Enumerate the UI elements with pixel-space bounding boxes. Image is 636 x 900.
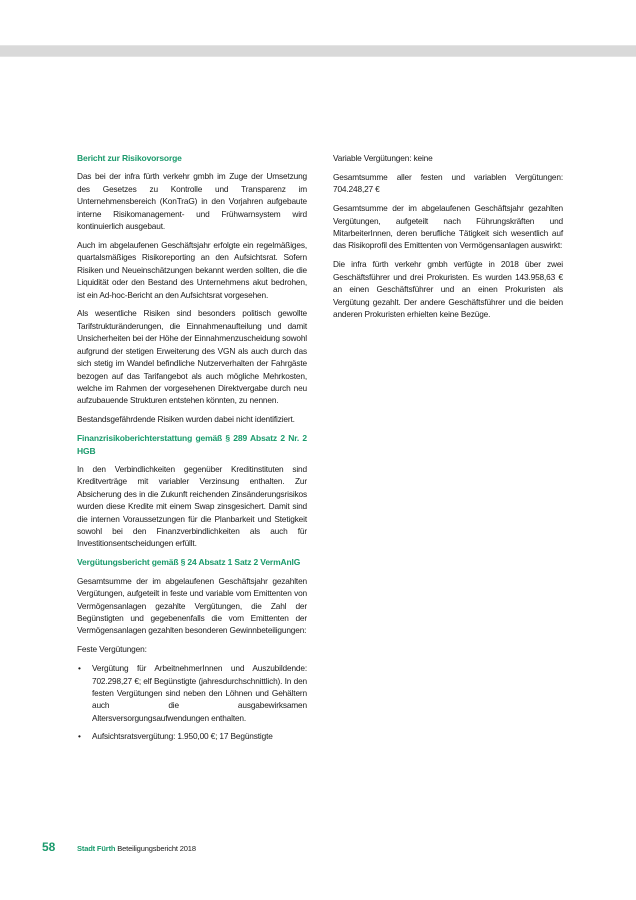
paragraph: Gesamtsumme der im abgelaufenen Geschäftsjahr gezahlten Vergütungen, aufgeteilt in feste und variable vom Emittenten von Vermögensanlagen gezahlte Vergütungen, die Zahl der Begünstigten und gegebenenfalls die vom Emittenten der Vermögensanlagen gezahlten besonderen Gewinnbeteiligungen: — [77, 575, 307, 636]
heading-risikovorsorge: Bericht zur Risikovorsorge — [77, 153, 182, 163]
bullet-icon: • — [78, 731, 81, 742]
right-column — [333, 152, 563, 327]
paragraph: Gesamtsumme aller festen und variablen Vergütungen: 704.248,27 € — [333, 171, 563, 195]
paragraph: Bestandsgefährdende Risiken wurden dabei nicht identifiziert. — [77, 414, 295, 425]
paragraph: Auch im abgelaufenen Geschäftsjahr erfolgte ein regelmäßiges, quartalsmäßiges Risikoreporting an den Aufsichtsrat. Sofern Risiken und Neueinschätzungen bekannt werden sollten, die die Liquidität oder den Bestand des Unternehmens akut bedrohen, ist ein Ad-hoc-Bericht an den Aufsichtsrat vorgesehen. — [77, 239, 307, 300]
footer-brand: Stadt Fürth — [77, 844, 116, 853]
paragraph: In den Verbindlichkeiten gegenüber Kreditinstituten sind Kreditverträge mit variabler Verzinsung enthalten. Zur Absicherung des in die Zukunft reichenden Zinsänderungsrisikos wurden diese Kredite mit einem Swap zinsgesichert. Damit sind die internen Voraussetzungen für die Planbarkeit und Stetigkeit sowohl bei den Finanzverbindlichkeiten als auch für Investitionsentscheidungen erfüllt. — [77, 463, 307, 549]
page-footer — [77, 844, 196, 853]
list-item-text: Vergütung für ArbeitnehmerInnen und Auszubildende: 702.298,27 €; elf Begünstigte (jahresdurchschnittlich). In den festen Vergütungen sind neben den Löhnen und Gehältern auch die ausgabewirksamen Altersversorgungsaufwendungen enthalten. — [92, 663, 307, 723]
paragraph: Feste Vergütungen: — [77, 644, 147, 655]
list-item-text: Aufsichtsratsvergütung: 1.950,00 €; 17 Begünstigte — [92, 731, 273, 742]
paragraph: Variable Vergütungen: keine — [333, 153, 433, 163]
heading-finanzrisiko: Finanzrisikoberichterstattung gemäß § 289 Absatz 2 Nr. 2 HGB — [77, 433, 307, 456]
heading-verguetungsbericht: Vergütungsbericht gemäß § 24 Absatz 1 Satz 2 VermAnlG — [77, 557, 301, 568]
bullet-icon: • — [78, 663, 81, 674]
left-column — [77, 152, 307, 749]
paragraph: Die infra fürth verkehr gmbh verfügte in 2018 über zwei Geschäftsführer und drei Prokuristen. Es wurden 143.958,63 € an einen Geschäftsführer und an einen Prokuristen als Vergütung gezahlt. Der andere Geschäftsführer und die beiden anderen Prokuristen erhielten keine Bezüge. — [333, 259, 563, 319]
list-item — [77, 662, 307, 724]
viewer-page-separator — [0, 45, 636, 57]
paragraph: Das bei der infra fürth verkehr gmbh im Zuge der Umsetzung des Gesetzes zu Kontrolle und Transparenz im Unternehmensbereich (KonTraG) in den Vorjahren aufgebaute interne Risikomanagement- und Frühwarnsystem wird kontinuierlich ausgebaut. — [77, 171, 307, 232]
page-number: 58 — [42, 840, 56, 854]
list-item — [77, 730, 307, 742]
paragraph: Als wesentliche Risiken sind besonders politisch gewollte Tarifstrukturänderungen, die Einnahmenaufteilung und damit Unsicherheiten bei der Höhe der Einnahmenzuscheidung sowohl aufgrund der stetigen Erweiterung des VGN als auch durch das sich stetig im Wandel befindliche Nutzerverhalten der Fahrgäste bezogen auf das Tarifangebot als auch mögliche Mehrkosten, welche im Rahmen der vorgesehenen Direktvergabe durch neu aufzubauende Strukturen entstehen könnten, zu nennen. — [77, 308, 307, 406]
footer-title: Beteiligungsbericht 2018 — [117, 844, 196, 853]
bullet-list — [77, 662, 307, 742]
paragraph: Gesamtsumme der im abgelaufenen Geschäftsjahr gezahlten Vergütungen, aufgeteilt nach Führungskräften und MitarbeiterInnen, deren berufliche Tätigkeit sich wesentlich auf das Risikoprofil des Emittenten von Vermögensanlagen auswirkt: — [333, 203, 563, 251]
